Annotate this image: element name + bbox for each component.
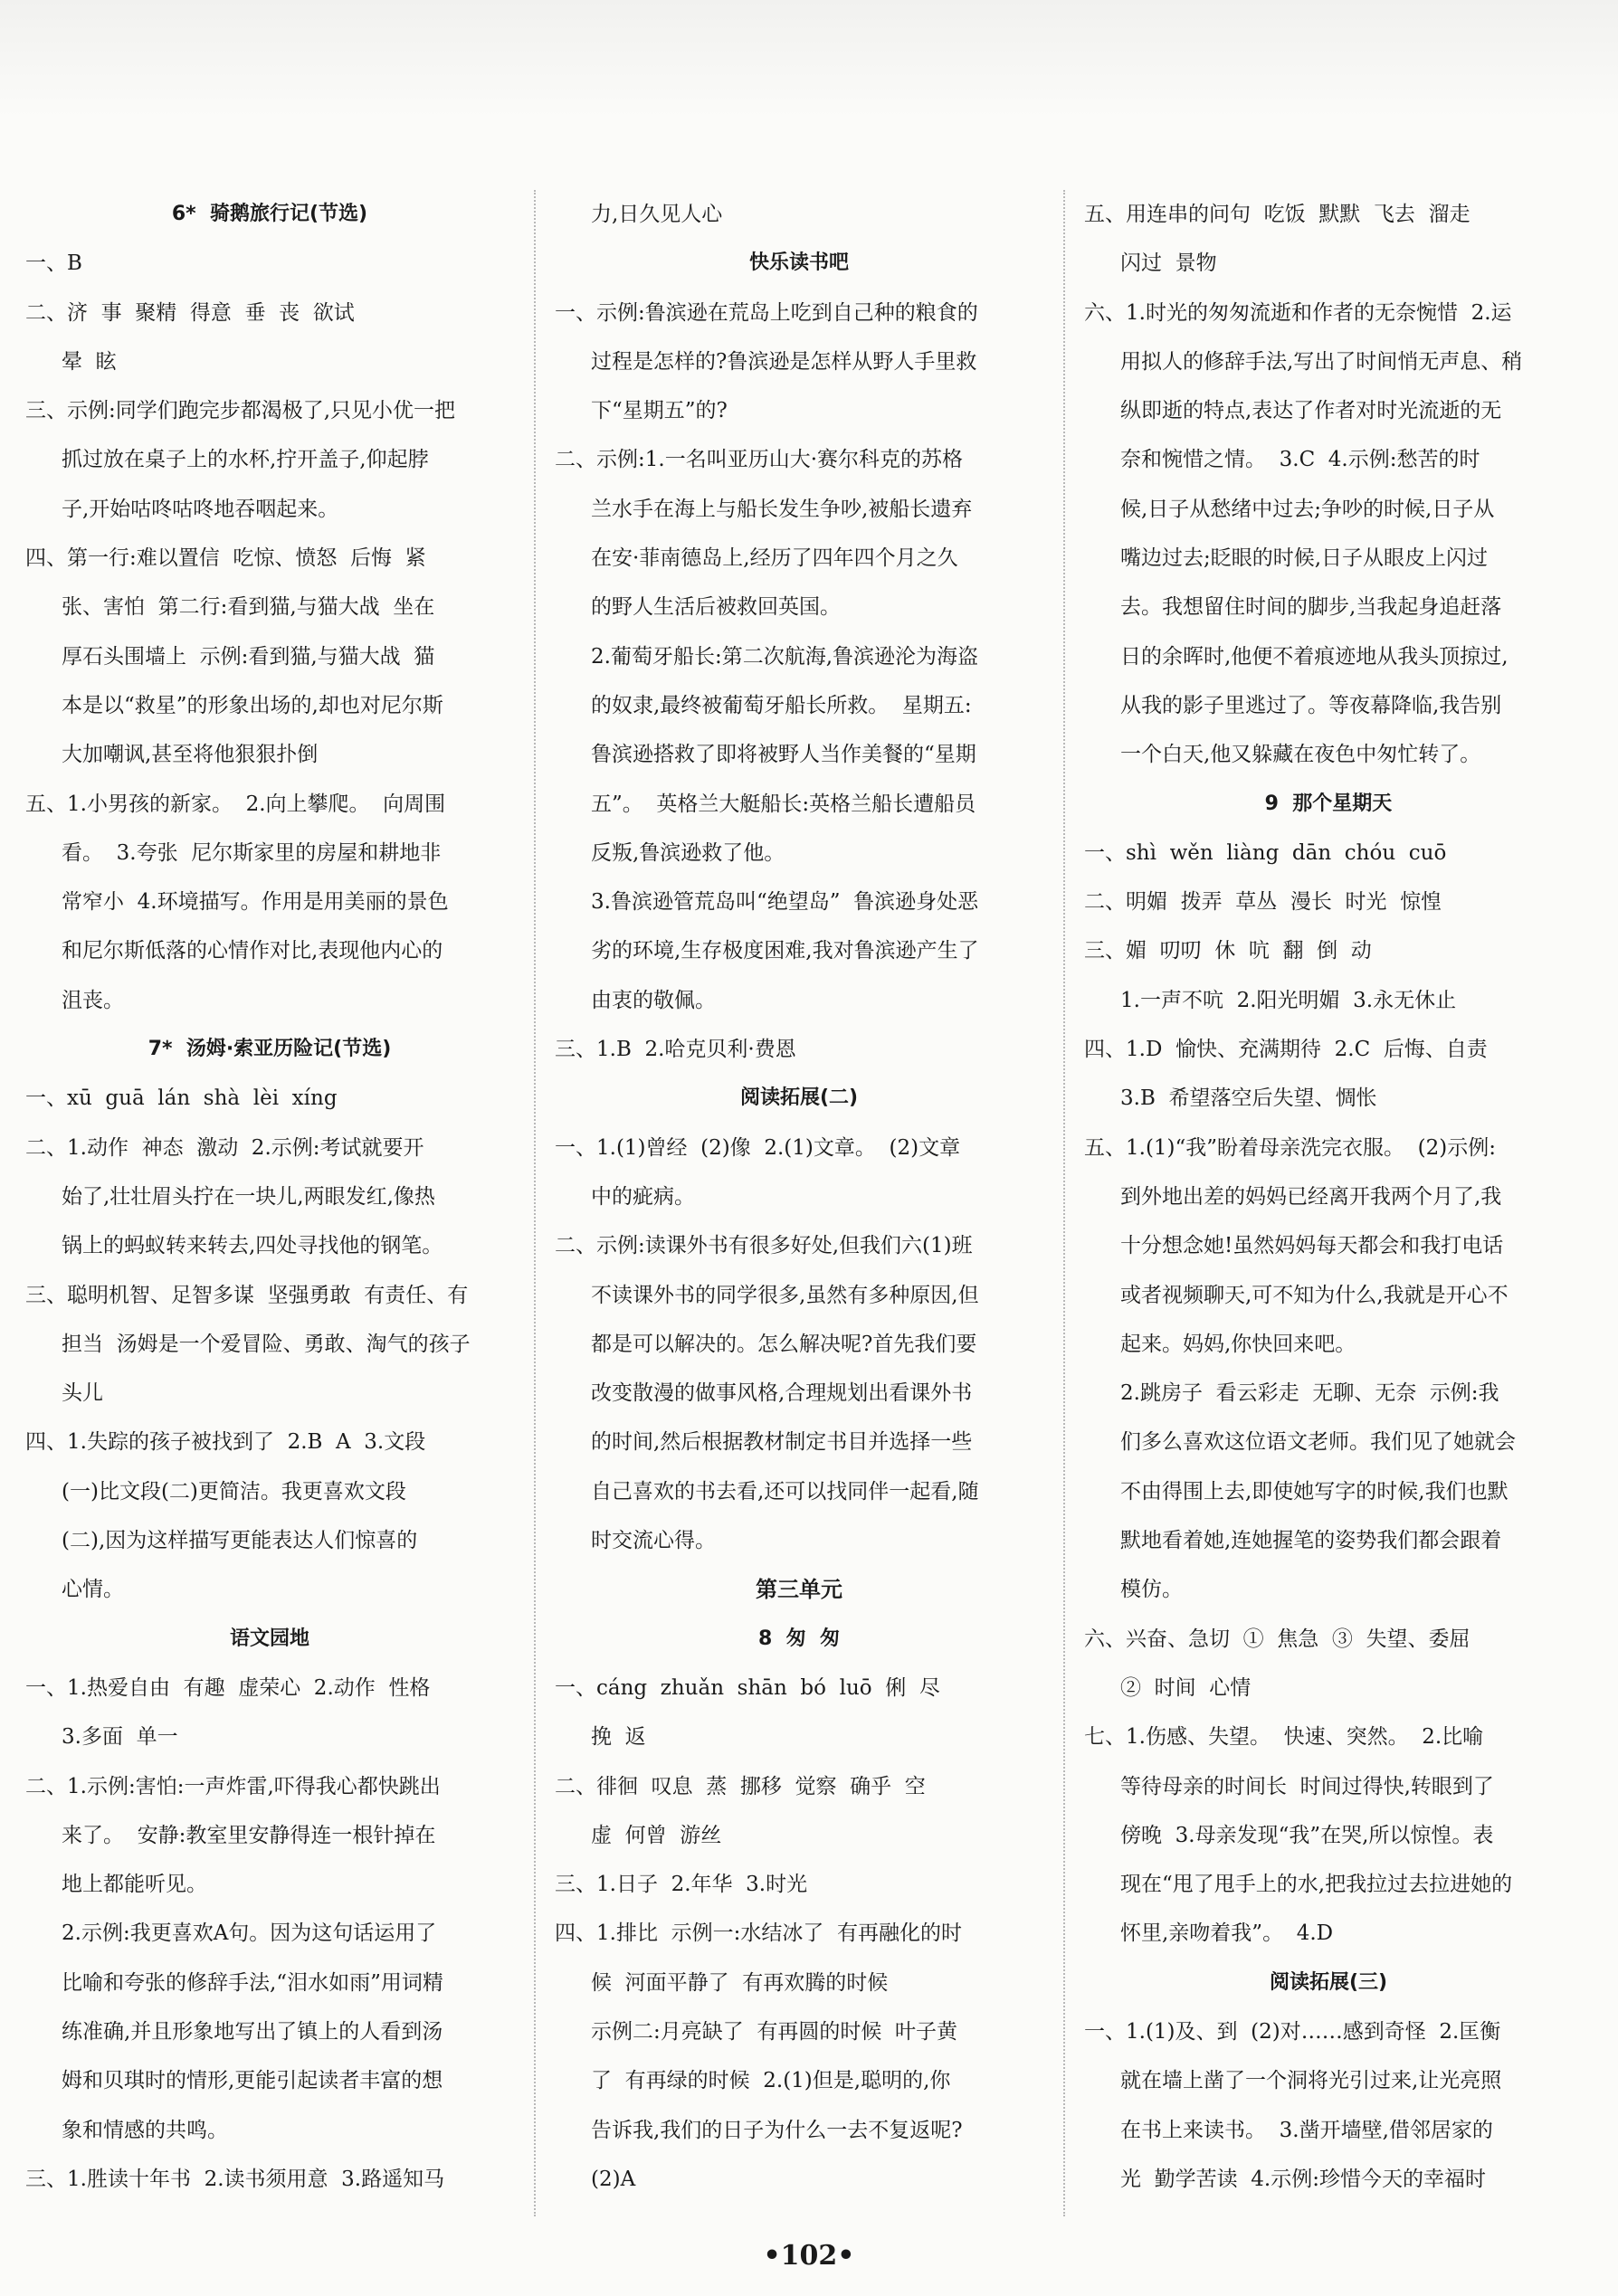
answer-line: 时交流心得。 — [591, 1529, 716, 1553]
answer-line: 过程是怎样的?鲁滨逊是怎样从野人手里救 — [591, 349, 977, 374]
answer-line: 兰水手在海上与船长发生争吵,被船长遗弃 — [591, 497, 973, 521]
answer-line: 抓过放在桌子上的水杯,拧开盖子,仰起脖 — [62, 448, 429, 472]
answer-line: 1.一声不吭 2.阳光明媚 3.永无休止 — [1120, 988, 1457, 1012]
answer-line: 虚 何曾 游丝 — [591, 1823, 722, 1847]
answer-line: (2)A — [591, 2167, 636, 2191]
answer-line: 现在“甩了甩手上的水,把我拉过去拉进她的 — [1120, 1873, 1513, 1897]
answer-line: 3.多面 单一 — [62, 1725, 178, 1750]
answer-line: 日的余晖时,他便不着痕迹地从我头顶掠过, — [1120, 644, 1509, 669]
answer-line: 二、明媚 拨弄 草丛 漫长 时光 惊惶 — [1084, 890, 1442, 915]
answer-line: 五、1.(1)“我”盼着母亲洗完衣服。 (2)示例: — [1084, 1135, 1496, 1160]
answer-line: 七、1.伤感、失望。 快速、突然。 2.比喻 — [1084, 1725, 1484, 1750]
answer-line: 起来。妈妈,你快回来吧。 — [1120, 1332, 1356, 1356]
answer-line: 的奴隶,最终被葡萄牙船长所救。 星期五: — [591, 693, 972, 717]
top-shade — [0, 0, 1618, 118]
answer-line: 头儿 — [62, 1381, 103, 1406]
answer-line: 2.葡萄牙船长:第二次航海,鲁滨逊沦为海盗 — [591, 644, 979, 669]
answer-line: 始了,壮壮眉头拧在一块儿,两眼发红,像热 — [62, 1184, 435, 1209]
answer-line: 由衷的敬佩。 — [591, 988, 716, 1012]
answer-line: 中的疵病。 — [591, 1184, 695, 1209]
answer-line: 闪过 景物 — [1120, 251, 1217, 276]
answer-line: 从我的影子里逃过了。等夜幕降临,我告别 — [1120, 693, 1502, 717]
section-heading: 快乐读书吧 — [748, 251, 849, 275]
answer-line: 五”。 英格兰大艇船长:英格兰船长遭船员 — [591, 792, 976, 816]
answer-line: 厚石头围墙上 示例:看到猫,与猫大战 猫 — [62, 644, 435, 669]
answer-line: 练准确,并且形象地写出了镇上的人看到汤 — [62, 2019, 443, 2044]
answer-line: 不由得围上去,即使她写字的时候,我们也默 — [1120, 1479, 1509, 1504]
answer-line: 一、xū guā lán shà lèi xíng — [25, 1086, 338, 1111]
answer-line: 二、徘徊 叹息 蒸 挪移 觉察 确乎 空 — [555, 1774, 926, 1798]
answer-line: 到外地出差的妈妈已经离开我两个月了,我 — [1120, 1184, 1502, 1209]
answer-line: 示例二:月亮缺了 有再圆的时候 叶子黄 — [591, 2019, 957, 2044]
answer-line: 模仿。 — [1120, 1578, 1183, 1602]
answer-line: 二、1.示例:害怕:一声炸雷,吓得我心都快跳出 — [25, 1774, 441, 1798]
answer-line: 十分想念她!虽然妈妈每天都会和我打电话 — [1120, 1234, 1504, 1258]
answer-line: 二、济 事 聚精 得意 垂 丧 欲试 — [25, 300, 355, 325]
answer-line: 象和情感的共鸣。 — [62, 2118, 228, 2142]
answer-line: 五、用连串的问句 吃饭 默默 飞去 溜走 — [1084, 203, 1470, 226]
answer-line: 三、示例:同学们跑完步都渴极了,只见小优一把 — [25, 399, 456, 423]
answer-line: 怀里,亲吻着我”。 4.D — [1120, 1921, 1334, 1946]
column-divider — [534, 190, 536, 2216]
answer-line: 劣的环境,生存极度困难,我对鲁滨逊产生了 — [591, 939, 979, 963]
answer-line: 四、1.排比 示例一:水结冰了 有再融化的时 — [555, 1921, 962, 1946]
answer-line: 一个白天,他又躲藏在夜色中匆忙转了。 — [1120, 743, 1481, 767]
answer-line: 等待母亲的时间长 时间过得快,转眼到了 — [1120, 1774, 1494, 1798]
answer-line: 比喻和夸张的修辞手法,“泪水如雨”用词精 — [62, 1970, 443, 1995]
answer-line: 四、1.失踪的孩子被找到了 2.B A 3.文段 — [25, 1430, 426, 1455]
answer-line: 二、示例:读课外书有很多好处,但我们六(1)班 — [555, 1234, 973, 1258]
answer-line: 三、1.胜读十年书 2.读书须用意 3.路遥知马 — [25, 2167, 445, 2191]
answer-line: 的时间,然后根据教材制定书目并选择一些 — [591, 1430, 973, 1455]
answer-line: 嘴边过去;眨眼的时候,日子从眼皮上闪过 — [1120, 546, 1489, 571]
column-left — [25, 190, 514, 2204]
answer-line: 一、1.(1)及、到 (2)对……感到奇怪 2.匡衡 — [1084, 2019, 1501, 2044]
answer-line: 去。我想留住时间的脚步,当我起身追赶落 — [1120, 595, 1502, 620]
answer-line: 二、1.动作 神态 激动 2.示例:考试就要开 — [25, 1135, 424, 1160]
section-heading: 第三单元 — [756, 1577, 842, 1603]
answer-line: 都是可以解决的。怎么解决呢?首先我们要 — [591, 1332, 977, 1356]
answer-line: 姆和贝琪时的情形,更能引起读者丰富的想 — [62, 2069, 443, 2093]
answer-line: 三、1.日子 2.年华 3.时光 — [555, 1873, 808, 1897]
column-divider — [1063, 190, 1065, 2216]
answer-line: 傍晚 3.母亲发现“我”在哭,所以惊惶。表 — [1120, 1823, 1494, 1847]
answer-line: 3.B 希望落空后失望、惆怅 — [1120, 1086, 1377, 1111]
answer-line: (二),因为这样描写更能表达人们惊喜的 — [62, 1529, 418, 1553]
answer-line: 力,日久见人心 — [591, 203, 723, 226]
answer-line: 反叛,鲁滨逊救了他。 — [591, 840, 785, 865]
answer-line: 下“星期五”的? — [591, 399, 728, 423]
answer-line: 默地看着她,连她握笔的姿势我们都会跟着 — [1120, 1529, 1502, 1553]
section-heading: 9 那个星期天 — [1264, 792, 1393, 815]
answer-line: 常窄小 4.环境描写。作用是用美丽的景色 — [62, 890, 449, 915]
answer-line: 一、shì wěn liàng dān chóu cuō — [1084, 840, 1447, 865]
answer-line: 了 有再绿的时候 2.(1)但是,聪明的,你 — [591, 2069, 951, 2093]
column-right — [1084, 190, 1573, 2204]
answer-line: 们多么喜欢这位语文老师。我们见了她就会 — [1120, 1430, 1516, 1455]
answer-line: 三、聪明机智、足智多谋 坚强勇敢 有责任、有 — [25, 1283, 469, 1307]
answer-line: 五、1.小男孩的新家。 2.向上攀爬。 向周围 — [25, 792, 446, 816]
section-heading: 7* 汤姆·索亚历险记(节选) — [148, 1038, 392, 1061]
answer-line: 一、cáng zhuǎn shān bó luō 俐 尽 — [555, 1675, 940, 1700]
answer-line: (一)比文段(二)更简洁。我更喜欢文段 — [62, 1479, 406, 1504]
answer-line: 鲁滨逊搭救了即将被野人当作美餐的“星期 — [591, 743, 976, 767]
answer-line: 候 河面平静了 有再欢腾的时候 — [591, 1970, 889, 1995]
answer-line: 地上都能听见。 — [62, 1873, 207, 1897]
answer-page — [25, 190, 1591, 2234]
answer-line: 看。 3.夸张 尼尔斯家里的房屋和耕地非 — [62, 840, 442, 865]
answer-line: 2.跳房子 看云彩走 无聊、无奈 示例:我 — [1120, 1381, 1499, 1406]
answer-line: 和尼尔斯低落的心情作对比,表现他内心的 — [62, 939, 443, 963]
answer-line: 在安·菲南德岛上,经历了四年四个月之久 — [591, 546, 958, 571]
answer-line: 锅上的蚂蚁转来转去,四处寻找他的钢笔。 — [62, 1234, 443, 1258]
column-middle — [555, 190, 1043, 2204]
answer-line: 奈和惋惜之情。 3.C 4.示例:愁苦的时 — [1120, 448, 1480, 472]
answer-line: 改变散漫的做事风格,合理规划出看课外书 — [591, 1381, 973, 1406]
answer-line: 四、第一行:难以置信 吃惊、愤怒 后悔 紧 — [25, 546, 426, 571]
answer-line: 六、1.时光的匆匆流逝和作者的无奈惋惜 2.运 — [1084, 300, 1512, 325]
answer-line: 挽 返 — [591, 1725, 646, 1750]
section-heading: 8 匆 匆 — [758, 1627, 840, 1650]
answer-line: 一、1.(1)曾经 (2)像 2.(1)文章。 (2)文章 — [555, 1135, 961, 1160]
page-number: •102• — [763, 2240, 855, 2272]
section-heading: 阅读拓展(二) — [739, 1086, 859, 1110]
answer-line: 来了。 安静:教室里安静得连一根针掉在 — [62, 1823, 436, 1847]
answer-line: 纵即逝的特点,表达了作者对时光流逝的无 — [1120, 399, 1502, 423]
answer-line: 心情。 — [62, 1578, 124, 1602]
answer-line: 子,开始咕咚咕咚地吞咽起来。 — [62, 497, 339, 521]
answer-line: 六、兴奋、急切 ① 焦急 ③ 失望、委屈 — [1084, 1627, 1470, 1651]
answer-line: 一、B — [25, 251, 82, 276]
answer-line: 三、媚 叨叨 休 吭 翻 倒 动 — [1084, 939, 1372, 963]
answer-line: 一、示例:鲁滨逊在荒岛上吃到自己种的粮食的 — [555, 300, 978, 325]
answer-line: 2.示例:我更喜欢A句。因为这句话运用了 — [62, 1921, 437, 1946]
section-heading: 语文园地 — [229, 1627, 309, 1650]
answer-line: 担当 汤姆是一个爱冒险、勇敢、淘气的孩子 — [62, 1332, 471, 1356]
answer-line: 二、示例:1.一名叫亚历山大·赛尔科克的苏格 — [555, 448, 964, 472]
answer-line: 不读课外书的同学很多,虽然有多种原因,但 — [591, 1283, 979, 1307]
answer-line: 的野人生活后被救回英国。 — [591, 595, 841, 620]
answer-line: 用拟人的修辞手法,写出了时间悄无声息、稍 — [1120, 349, 1523, 374]
answer-line: 沮丧。 — [62, 988, 124, 1012]
section-heading: 6* 骑鹅旅行记(节选) — [171, 203, 368, 225]
section-heading: 阅读拓展(三) — [1269, 1970, 1388, 1994]
answer-line: 就在墙上凿了一个洞将光引过来,让光亮照 — [1120, 2069, 1502, 2093]
answer-line: 3.鲁滨逊管荒岛叫“绝望岛” 鲁滨逊身处恶 — [591, 890, 979, 915]
answer-line: 晕 眩 — [62, 349, 117, 374]
answer-line: 一、1.热爱自由 有趣 虚荣心 2.动作 性格 — [25, 1675, 431, 1700]
answer-line: 大加嘲讽,甚至将他狠狠扑倒 — [62, 743, 319, 767]
answer-line: 四、1.D 愉快、充满期待 2.C 后悔、自责 — [1084, 1038, 1488, 1062]
answer-line: 或者视频聊天,可不知为什么,我就是开心不 — [1120, 1283, 1509, 1307]
answer-line: 自己喜欢的书去看,还可以找同伴一起看,随 — [591, 1479, 979, 1504]
answer-line: 三、1.B 2.哈克贝利·费恩 — [555, 1038, 796, 1062]
answer-line: 光 勤学苦读 4.示例:珍惜今天的幸福时 — [1120, 2167, 1486, 2191]
answer-line: 候,日子从愁绪中过去;争吵的时候,日子从 — [1120, 497, 1495, 521]
answer-line: 告诉我,我们的日子为什么一去不复返呢? — [591, 2118, 963, 2142]
answer-line: ② 时间 心情 — [1120, 1675, 1252, 1700]
answer-line: 张、害怕 第二行:看到猫,与猫大战 坐在 — [62, 595, 435, 620]
answer-line: 在书上来读书。 3.凿开墙壁,借邻居家的 — [1120, 2118, 1493, 2142]
answer-line: 本是以“救星”的形象出场的,却也对尼尔斯 — [62, 693, 443, 717]
